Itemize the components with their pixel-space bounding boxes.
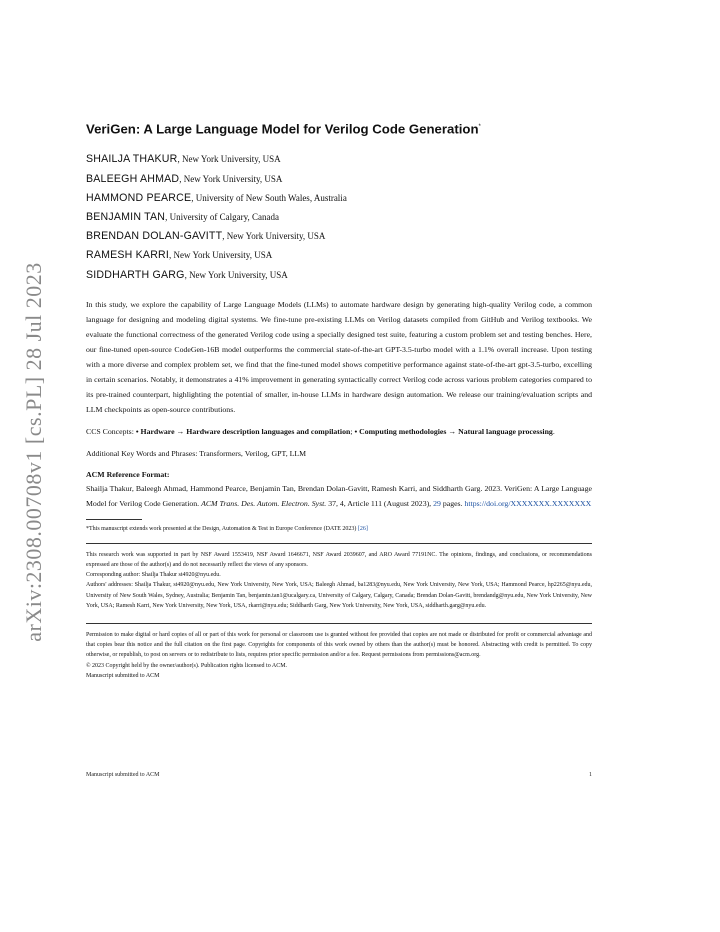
ref-citation: Shailja Thakur, Baleegh Ahmad, Hammond Pearce, Benjamin Tan, Brendan Dolan-Gavitt, Ramesh Karri, and Siddharth Garg. 2023. VeriGen: A Large Language Model for Verilog Code Generation. xyxy=(86,483,592,508)
ref-pages-link[interactable]: 29 xyxy=(433,498,441,508)
ref-pages-text: pages. xyxy=(440,498,465,508)
title-text: VeriGen: A Large Language Model for Verilog Code Generation xyxy=(86,121,479,137)
keywords: Additional Key Words and Phrases: Transformers, Verilog, GPT, LLM xyxy=(86,448,307,458)
footnote-text: *This manuscript extends work presented at the Design, Automation & Test in Europe Conference (DATE 2023) xyxy=(86,525,358,532)
ccs-concepts xyxy=(86,424,592,439)
funding-divider xyxy=(86,543,592,544)
doi-link[interactable]: https://doi.org/XXXXXXX.XXXXXXX xyxy=(464,498,592,508)
author-item xyxy=(86,189,592,208)
manuscript-note: Manuscript submitted to ACM xyxy=(86,672,160,679)
author-item xyxy=(86,266,592,285)
author-notes xyxy=(86,550,592,611)
author-name: SIDDHARTH GARG xyxy=(86,268,185,281)
author-affiliation: , New York University, USA xyxy=(184,269,288,280)
author-affiliation: , New York University, USA xyxy=(222,231,326,242)
paper-first-page xyxy=(86,118,592,681)
author-affiliation: , New York University, USA xyxy=(179,173,283,184)
footnote-divider xyxy=(86,519,142,520)
author-item xyxy=(86,170,592,189)
reference-format-text xyxy=(86,481,592,511)
permission-block xyxy=(86,630,592,681)
reference-format-heading: ACM Reference Format: xyxy=(86,469,170,479)
paper-title xyxy=(86,118,592,138)
footer-left-text: Manuscript submitted to ACM xyxy=(86,772,160,778)
author-name: BENJAMIN TAN xyxy=(86,211,166,223)
author-affiliation: , New York University, USA xyxy=(177,154,281,165)
author-item xyxy=(86,208,592,227)
ccs-concept-hardware: • Hardware → Hardware description languages and compilation xyxy=(135,426,351,436)
author-name: BRENDAN DOLAN-GAVITT xyxy=(86,230,223,243)
author-item xyxy=(86,150,592,169)
author-affiliation: , New York University, USA xyxy=(169,250,273,261)
copyright-notice: © 2023 Copyright held by the owner/author(s). Publication rights licensed to ACM. xyxy=(86,662,288,669)
ref-volume: 37, 4, Article 111 (August 2023), xyxy=(326,498,434,508)
author-affiliation: , University of New South Wales, Australia xyxy=(191,192,347,203)
funding-note: This research work was supported in part by NSF Award 1553419, NSF Award 1646671, NSF Award 2039607, and ARO Award 77191NC. The opinions, findings, and conclusions, or recommendations expressed are those of the author(s) and do not necessarily reflect the views of any sponsors. xyxy=(86,551,592,569)
ccs-separator: ; xyxy=(350,426,355,436)
permission-divider xyxy=(86,623,592,624)
author-list xyxy=(86,150,592,284)
author-item xyxy=(86,227,592,246)
arxiv-id: arXiv:2308.00708v1 [cs.PL] 28 Jul 2023 xyxy=(21,262,46,642)
page-number: 1 xyxy=(589,772,592,778)
author-name: HAMMOND PEARCE xyxy=(86,191,192,204)
page-footer xyxy=(86,772,592,778)
author-name: RAMESH KARRI xyxy=(86,249,170,262)
citation-link[interactable]: [26] xyxy=(357,525,368,532)
author-addresses: Authors' addresses: Shailja Thakur, st4920@nyu.edu, New York University, New York, USA; Baleegh Ahmad, ba1283@nyu.edu, New York University, New York, USA; Hammond Pearce, hp2265@nyu.edu, University of New South Wales, Sydney, Australia; Benjamin Tan, benjamin.tan1@ucalgary.ca, University of Calgary, Calgary, Canada; Brendan Dolan-Gavitt, brendandg@nyu.edu, New York University, New York, USA; Ramesh Karri, New York University, New York, USA, rkarri@nyu.edu; Siddharth Garg, New York University, New York, USA, siddharth.garg@nyu.edu. xyxy=(86,582,592,609)
title-footnote-mark: * xyxy=(478,124,481,130)
ccs-prefix: CCS Concepts: xyxy=(86,426,136,436)
author-affiliation: , University of Calgary, Canada xyxy=(165,212,280,222)
arxiv-sidebar-stamp xyxy=(21,262,46,642)
ref-journal: ACM Trans. Des. Autom. Electron. Syst. xyxy=(201,498,327,508)
title-footnote xyxy=(86,524,592,534)
corresponding-author: Corresponding author: Shailja Thakur st4920@nyu.edu. xyxy=(86,572,221,579)
permission-text: Permission to make digital or hard copies of all or part of this work for personal or classroom use is granted without fee provided that copies are not made or distributed for profit or commercial advantage and that copies bear this notice and the full citation on the first page. Copyrights for components of this work owned by others than the author(s) must be honored. Abstracting with credit is permitted. To copy otherwise, or republish, to post on servers or to redistribute to lists, requires prior specific permission and/or a fee. Request permissions from permissions@acm.org. xyxy=(86,632,592,659)
ccs-concept-computing: • Computing methodologies → Natural language processing xyxy=(354,426,553,436)
author-item xyxy=(86,246,592,265)
author-name: SHAILJA THAKUR xyxy=(86,153,178,166)
author-name: BALEEGH AHMAD xyxy=(86,172,180,185)
ccs-end: . xyxy=(552,426,555,436)
abstract: In this study, we explore the capability of Large Language Models (LLMs) to automate hardware design by generating high-quality Verilog code, a common language for designing and modeling digital systems. We fine-tune pre-existing LLMs on Verilog datasets compiled from GitHub and Verilog textbooks. We evaluate the functional correctness of the generated Verilog code using a specially designed test suite, featuring a custom problem set and testing benches. Here, our fine-tuned open-source CodeGen-16B model outperforms the commercial state-of-the-art GPT-3.5-turbo model with a 1.1% overall increase. Upon testing with a more diverse and complex problem set, we find that the fine-tuned model shows competitive performance against state-of-the-art gpt-3.5-turbo, excelling in certain scenarios. Notably, it demonstrates a 41% improvement in generating syntactically correct Verilog code across various problem categories compared to its pre-trained counterpart, highlighting the potential of smaller, in-house LLMs in hardware design automation. We release our training/evaluation scripts and LLM checkpoints as open-source contributions. xyxy=(86,299,592,414)
